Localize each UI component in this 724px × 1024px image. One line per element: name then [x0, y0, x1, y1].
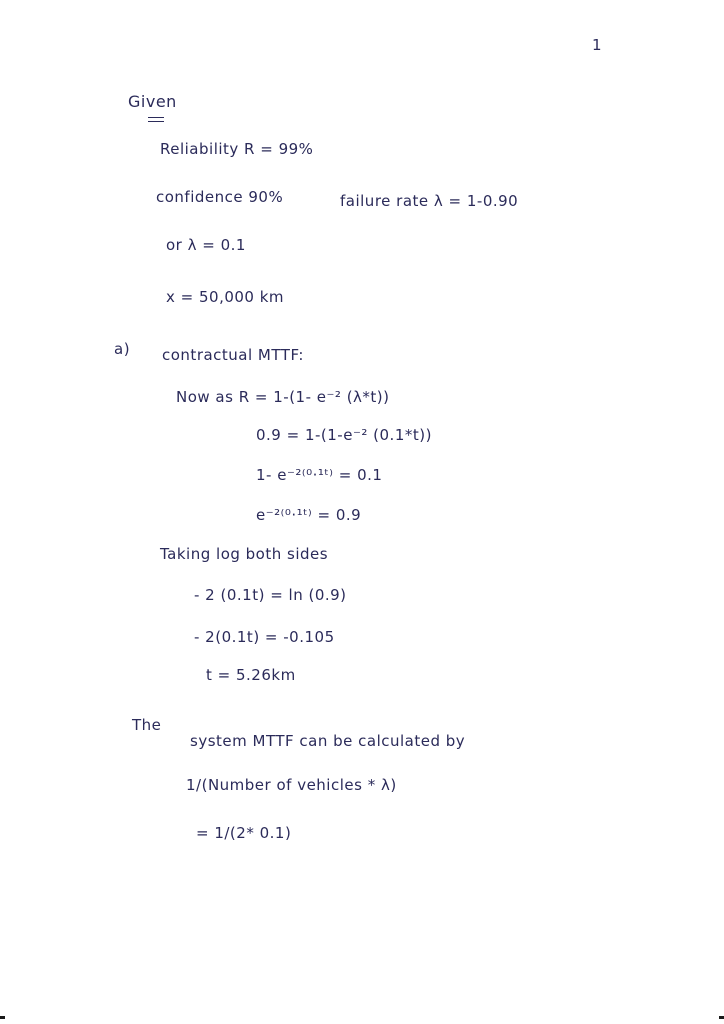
given-heading: Given	[128, 92, 177, 111]
given-underline	[148, 117, 164, 118]
confidence-text: confidence 90%	[156, 188, 284, 206]
right-edge-mark	[719, 1016, 724, 1019]
lambda-line: or λ = 0.1	[166, 236, 246, 254]
equation-step-1: Now as R = 1-(1- e⁻² (λ*t))	[176, 388, 390, 406]
result-line: t = 5.26km	[206, 666, 296, 684]
page-number: 1	[592, 36, 603, 54]
equation-step-6: - 2 (0.1t) = ln (0.9)	[194, 586, 347, 604]
the-word: The	[132, 716, 162, 734]
equation-step-3: 1- e⁻²⁽⁰·¹ᵗ⁾ = 0.1	[256, 466, 383, 484]
formula-value-line: = 1/(2* 0.1)	[196, 824, 292, 842]
taking-log-line: Taking log both sides	[160, 545, 329, 563]
contractual-mttf-heading: contractual MTTF:	[162, 346, 304, 364]
part-a-label: a)	[114, 340, 131, 358]
reliability-line: Reliability R = 99%	[160, 140, 314, 158]
equation-step-4: e⁻²⁽⁰·¹ᵗ⁾ = 0.9	[256, 506, 362, 524]
equation-step-2: 0.9 = 1-(1-e⁻² (0.1*t))	[256, 426, 432, 444]
formula-line: 1/(Number of vehicles * λ)	[186, 776, 397, 794]
left-edge-mark	[0, 1016, 5, 1019]
distance-line: x = 50,000 km	[166, 288, 285, 306]
system-mttf-line: system MTTF can be calculated by	[190, 732, 466, 750]
equation-step-7: - 2(0.1t) = -0.105	[194, 628, 335, 646]
failure-rate-text: failure rate λ = 1-0.90	[340, 192, 519, 210]
given-underline-2	[148, 121, 164, 122]
